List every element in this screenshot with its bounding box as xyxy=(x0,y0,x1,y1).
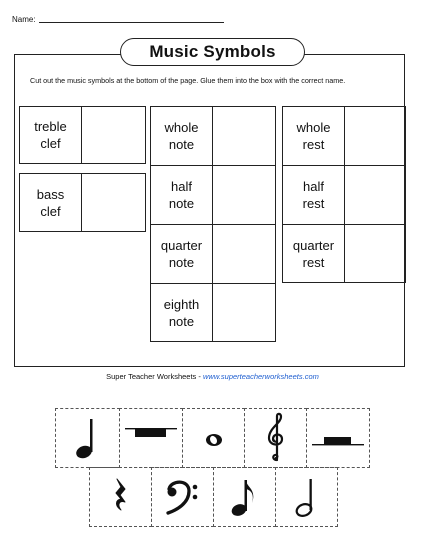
glue-box-bass-clef[interactable] xyxy=(82,174,145,231)
glue-box-treble-clef[interactable] xyxy=(82,107,145,163)
label-half-note: half note xyxy=(151,166,213,224)
glue-box-half-rest[interactable] xyxy=(345,166,405,224)
table-row xyxy=(283,107,405,166)
glue-box-whole-rest[interactable] xyxy=(345,107,405,165)
quarter-rest-icon xyxy=(111,476,131,518)
cutout-quarter-rest[interactable] xyxy=(89,467,152,527)
cutout-eighth-note[interactable] xyxy=(213,467,276,527)
bass-clef-table xyxy=(19,173,146,232)
glue-box-quarter-rest[interactable] xyxy=(345,225,405,282)
table-row xyxy=(20,174,145,231)
label-bass-clef: bass clef xyxy=(20,174,82,231)
table-row xyxy=(283,225,405,282)
footer-link[interactable]: www.superteacherworksheets.com xyxy=(202,372,319,381)
table-row xyxy=(20,107,145,163)
bass-clef-icon xyxy=(163,477,203,517)
name-underline[interactable] xyxy=(39,22,224,23)
whole-note-icon xyxy=(199,423,229,453)
footer-text: Super Teacher Worksheets - xyxy=(106,372,203,381)
table-row xyxy=(151,107,275,166)
table-row xyxy=(151,166,275,225)
eighth-note-icon xyxy=(229,475,261,519)
cutout-whole-note[interactable] xyxy=(182,408,245,468)
footer xyxy=(0,372,425,381)
page-title: Music Symbols xyxy=(120,38,305,66)
whole-rest-icon xyxy=(123,418,179,458)
glue-box-eighth-note[interactable] xyxy=(213,284,275,341)
notes-table xyxy=(150,106,276,342)
cutout-half-rest[interactable] xyxy=(306,408,370,468)
table-row xyxy=(283,166,405,225)
half-rest-icon xyxy=(310,418,366,458)
treble-clef-table xyxy=(19,106,146,164)
glue-box-quarter-note[interactable] xyxy=(213,225,275,283)
label-half-rest: half rest xyxy=(283,166,345,224)
table-row xyxy=(151,284,275,341)
glue-box-whole-note[interactable] xyxy=(213,107,275,165)
cutout-quarter-note[interactable] xyxy=(55,408,120,468)
cutout-whole-rest[interactable] xyxy=(119,408,183,468)
cutout-bass-clef[interactable] xyxy=(151,467,214,527)
table-row xyxy=(151,225,275,284)
label-whole-rest: whole rest xyxy=(283,107,345,165)
label-quarter-note: quarter note xyxy=(151,225,213,283)
name-line xyxy=(12,15,224,24)
cutout-half-note[interactable] xyxy=(275,467,338,527)
half-note-icon xyxy=(293,475,321,519)
instructions-text: Cut out the music symbols at the bottom of the page. Glue them into the box with the correct name. xyxy=(30,76,346,85)
quarter-note-icon xyxy=(73,415,103,461)
label-quarter-rest: quarter rest xyxy=(283,225,345,282)
label-whole-note: whole note xyxy=(151,107,213,165)
glue-box-half-note[interactable] xyxy=(213,166,275,224)
rests-table xyxy=(282,106,406,283)
name-label: Name: xyxy=(12,15,36,24)
label-treble-clef: treble clef xyxy=(20,107,82,163)
cutout-treble-clef[interactable] xyxy=(244,408,307,468)
treble-clef-icon xyxy=(262,412,290,464)
label-eighth-note: eighth note xyxy=(151,284,213,341)
